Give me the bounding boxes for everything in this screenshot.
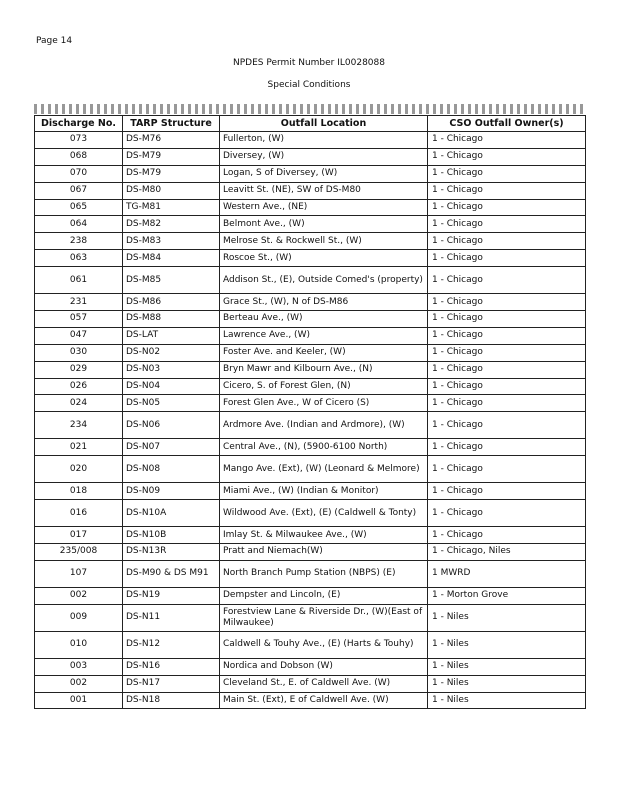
table-row [35, 378, 586, 395]
owner-cell: 1 - Chicago [428, 378, 586, 395]
table-row [35, 675, 586, 692]
discharge-no-cell: 010 [35, 631, 123, 658]
tarp-structure-cell: DS-M83 [123, 233, 220, 250]
table-row [35, 527, 586, 544]
outfall-location-cell: Roscoe St., (W) [220, 250, 428, 267]
owner-cell: 1 - Chicago [428, 199, 586, 216]
owner-cell: 1 - Chicago [428, 216, 586, 233]
discharge-no-cell: 061 [35, 267, 123, 294]
tarp-structure-cell: DS-M82 [123, 216, 220, 233]
discharge-no-cell: 030 [35, 344, 123, 361]
table-row [35, 500, 586, 527]
tarp-structure-cell: DS-M80 [123, 182, 220, 199]
owner-cell: 1 MWRD [428, 560, 586, 587]
outfall-location-cell: Wildwood Ave. (Ext), (E) (Caldwell & Tonty) [220, 500, 428, 527]
discharge-no-cell: 057 [35, 311, 123, 328]
outfall-location-cell: Cicero, S. of Forest Glen, (N) [220, 378, 428, 395]
outfall-location-cell: Foster Ave. and Keeler, (W) [220, 344, 428, 361]
tarp-structure-cell: DS-M79 [123, 165, 220, 182]
outfall-location-cell: Central Ave., (N), (5900-6100 North) [220, 439, 428, 456]
page-number: Page 14 [36, 36, 73, 46]
owner-cell: 1 - Chicago [428, 233, 586, 250]
discharge-no-cell: 234 [35, 412, 123, 439]
tarp-structure-cell: DS-N09 [123, 483, 220, 500]
tarp-structure-cell: DS-N13R [123, 544, 220, 561]
outfall-table [34, 115, 586, 709]
outfall-location-cell: Bryn Mawr and Kilbourn Ave., (N) [220, 361, 428, 378]
owner-cell: 1 - Chicago [428, 412, 586, 439]
outfall-location-cell: Belmont Ave., (W) [220, 216, 428, 233]
table-row [35, 233, 586, 250]
tarp-structure-cell: DS-M76 [123, 132, 220, 149]
table-row [35, 439, 586, 456]
tarp-structure-cell: DS-N10A [123, 500, 220, 527]
discharge-no-cell: 063 [35, 250, 123, 267]
table-row [35, 361, 586, 378]
table-row [35, 199, 586, 216]
table-row [35, 148, 586, 165]
table-row [35, 327, 586, 344]
outfall-location-cell: Pratt and Niemach(W) [220, 544, 428, 561]
discharge-no-cell: 238 [35, 233, 123, 250]
outfall-location-cell: Dempster and Lincoln, (E) [220, 587, 428, 604]
col-header-tarp: TARP Structure [123, 116, 220, 132]
owner-cell: 1 - Chicago [428, 311, 586, 328]
scan-noise-border [34, 104, 585, 114]
discharge-no-cell: 018 [35, 483, 123, 500]
discharge-no-cell: 065 [35, 199, 123, 216]
permit-title: NPDES Permit Number IL0028088 [233, 58, 385, 68]
owner-cell: 1 - Chicago, Niles [428, 544, 586, 561]
owner-cell: 1 - Chicago [428, 344, 586, 361]
outfall-location-cell: Lawrence Ave., (W) [220, 327, 428, 344]
col-header-owner: CSO Outfall Owner(s) [428, 116, 586, 132]
tarp-structure-cell: DS-N06 [123, 412, 220, 439]
tarp-structure-cell: DS-N18 [123, 692, 220, 709]
owner-cell: 1 - Niles [428, 675, 586, 692]
outfall-location-cell: Forestview Lane & Riverside Dr., (W)(East of Milwaukee) [220, 604, 428, 631]
tarp-structure-cell: DS-N07 [123, 439, 220, 456]
table-row [35, 412, 586, 439]
table-row [35, 483, 586, 500]
outfall-location-cell: Nordica and Dobson (W) [220, 658, 428, 675]
table-row [35, 587, 586, 604]
outfall-location-cell: Mango Ave. (Ext), (W) (Leonard & Melmore) [220, 456, 428, 483]
owner-cell: 1 - Niles [428, 658, 586, 675]
table-header-row [35, 116, 586, 132]
owner-cell: 1 - Chicago [428, 361, 586, 378]
section-title: Special Conditions [267, 80, 351, 90]
outfall-location-cell: Melrose St. & Rockwell St., (W) [220, 233, 428, 250]
owner-cell: 1 - Chicago [428, 132, 586, 149]
table-row [35, 560, 586, 587]
tarp-structure-cell: DS-N04 [123, 378, 220, 395]
tarp-structure-cell: DS-N08 [123, 456, 220, 483]
table-row [35, 267, 586, 294]
tarp-structure-cell: DS-N12 [123, 631, 220, 658]
owner-cell: 1 - Chicago [428, 250, 586, 267]
outfall-location-cell: Main St. (Ext), E of Caldwell Ave. (W) [220, 692, 428, 709]
discharge-no-cell: 235/008 [35, 544, 123, 561]
outfall-location-cell: Addison St., (E), Outside Comed's (property) [220, 267, 428, 294]
owner-cell: 1 - Chicago [428, 395, 586, 412]
tarp-structure-cell: DS-M90 & DS M91 [123, 560, 220, 587]
table-row [35, 544, 586, 561]
table-row [35, 294, 586, 311]
table-row [35, 132, 586, 149]
discharge-no-cell: 009 [35, 604, 123, 631]
table-row [35, 456, 586, 483]
col-header-location: Outfall Location [220, 116, 428, 132]
discharge-no-cell: 029 [35, 361, 123, 378]
discharge-no-cell: 067 [35, 182, 123, 199]
discharge-no-cell: 001 [35, 692, 123, 709]
outfall-location-cell: Berteau Ave., (W) [220, 311, 428, 328]
outfall-location-cell: Grace St., (W), N of DS-M86 [220, 294, 428, 311]
tarp-structure-cell: TG-M81 [123, 199, 220, 216]
outfall-location-cell: Western Ave., (NE) [220, 199, 428, 216]
discharge-no-cell: 073 [35, 132, 123, 149]
discharge-no-cell: 017 [35, 527, 123, 544]
table-row [35, 182, 586, 199]
discharge-no-cell: 016 [35, 500, 123, 527]
outfall-location-cell: Fullerton, (W) [220, 132, 428, 149]
tarp-structure-cell: DS-M84 [123, 250, 220, 267]
owner-cell: 1 - Chicago [428, 500, 586, 527]
discharge-no-cell: 064 [35, 216, 123, 233]
owner-cell: 1 - Chicago [428, 267, 586, 294]
tarp-structure-cell: DS-N11 [123, 604, 220, 631]
discharge-no-cell: 002 [35, 587, 123, 604]
owner-cell: 1 - Chicago [428, 483, 586, 500]
discharge-no-cell: 024 [35, 395, 123, 412]
discharge-no-cell: 003 [35, 658, 123, 675]
owner-cell: 1 - Niles [428, 631, 586, 658]
owner-cell: 1 - Chicago [428, 165, 586, 182]
table-row [35, 250, 586, 267]
outfall-location-cell: Cleveland St., E. of Caldwell Ave. (W) [220, 675, 428, 692]
owner-cell: 1 - Niles [428, 604, 586, 631]
discharge-no-cell: 047 [35, 327, 123, 344]
table-row [35, 344, 586, 361]
discharge-no-cell: 107 [35, 560, 123, 587]
outfall-location-cell: Leavitt St. (NE), SW of DS-M80 [220, 182, 428, 199]
table-row [35, 395, 586, 412]
outfall-location-cell: Miami Ave., (W) (Indian & Monitor) [220, 483, 428, 500]
table-row [35, 165, 586, 182]
owner-cell: 1 - Chicago [428, 327, 586, 344]
owner-cell: 1 - Chicago [428, 148, 586, 165]
tarp-structure-cell: DS-N05 [123, 395, 220, 412]
table-row [35, 216, 586, 233]
owner-cell: 1 - Chicago [428, 182, 586, 199]
tarp-structure-cell: DS-M85 [123, 267, 220, 294]
discharge-no-cell: 002 [35, 675, 123, 692]
outfall-location-cell: Diversey, (W) [220, 148, 428, 165]
tarp-structure-cell: DS-N02 [123, 344, 220, 361]
table-row [35, 604, 586, 631]
table-row [35, 658, 586, 675]
tarp-structure-cell: DS-N10B [123, 527, 220, 544]
tarp-structure-cell: DS-LAT [123, 327, 220, 344]
col-header-discharge: Discharge No. [35, 116, 123, 132]
outfall-location-cell: Imlay St. & Milwaukee Ave., (W) [220, 527, 428, 544]
tarp-structure-cell: DS-M88 [123, 311, 220, 328]
tarp-structure-cell: DS-M79 [123, 148, 220, 165]
outfall-location-cell: Logan, S of Diversey, (W) [220, 165, 428, 182]
tarp-structure-cell: DS-N17 [123, 675, 220, 692]
discharge-no-cell: 026 [35, 378, 123, 395]
outfall-location-cell: Forest Glen Ave., W of Cicero (S) [220, 395, 428, 412]
tarp-structure-cell: DS-N19 [123, 587, 220, 604]
owner-cell: 1 - Niles [428, 692, 586, 709]
tarp-structure-cell: DS-N16 [123, 658, 220, 675]
tarp-structure-cell: DS-N03 [123, 361, 220, 378]
owner-cell: 1 - Chicago [428, 456, 586, 483]
discharge-no-cell: 021 [35, 439, 123, 456]
owner-cell: 1 - Chicago [428, 294, 586, 311]
discharge-no-cell: 231 [35, 294, 123, 311]
owner-cell: 1 - Morton Grove [428, 587, 586, 604]
owner-cell: 1 - Chicago [428, 527, 586, 544]
tarp-structure-cell: DS-M86 [123, 294, 220, 311]
discharge-no-cell: 070 [35, 165, 123, 182]
outfall-location-cell: Caldwell & Touhy Ave., (E) (Harts & Touhy) [220, 631, 428, 658]
outfall-location-cell: North Branch Pump Station (NBPS) (E) [220, 560, 428, 587]
owner-cell: 1 - Chicago [428, 439, 586, 456]
discharge-no-cell: 020 [35, 456, 123, 483]
table-row [35, 692, 586, 709]
discharge-no-cell: 068 [35, 148, 123, 165]
outfall-location-cell: Ardmore Ave. (Indian and Ardmore), (W) [220, 412, 428, 439]
table-row [35, 631, 586, 658]
table-row [35, 311, 586, 328]
